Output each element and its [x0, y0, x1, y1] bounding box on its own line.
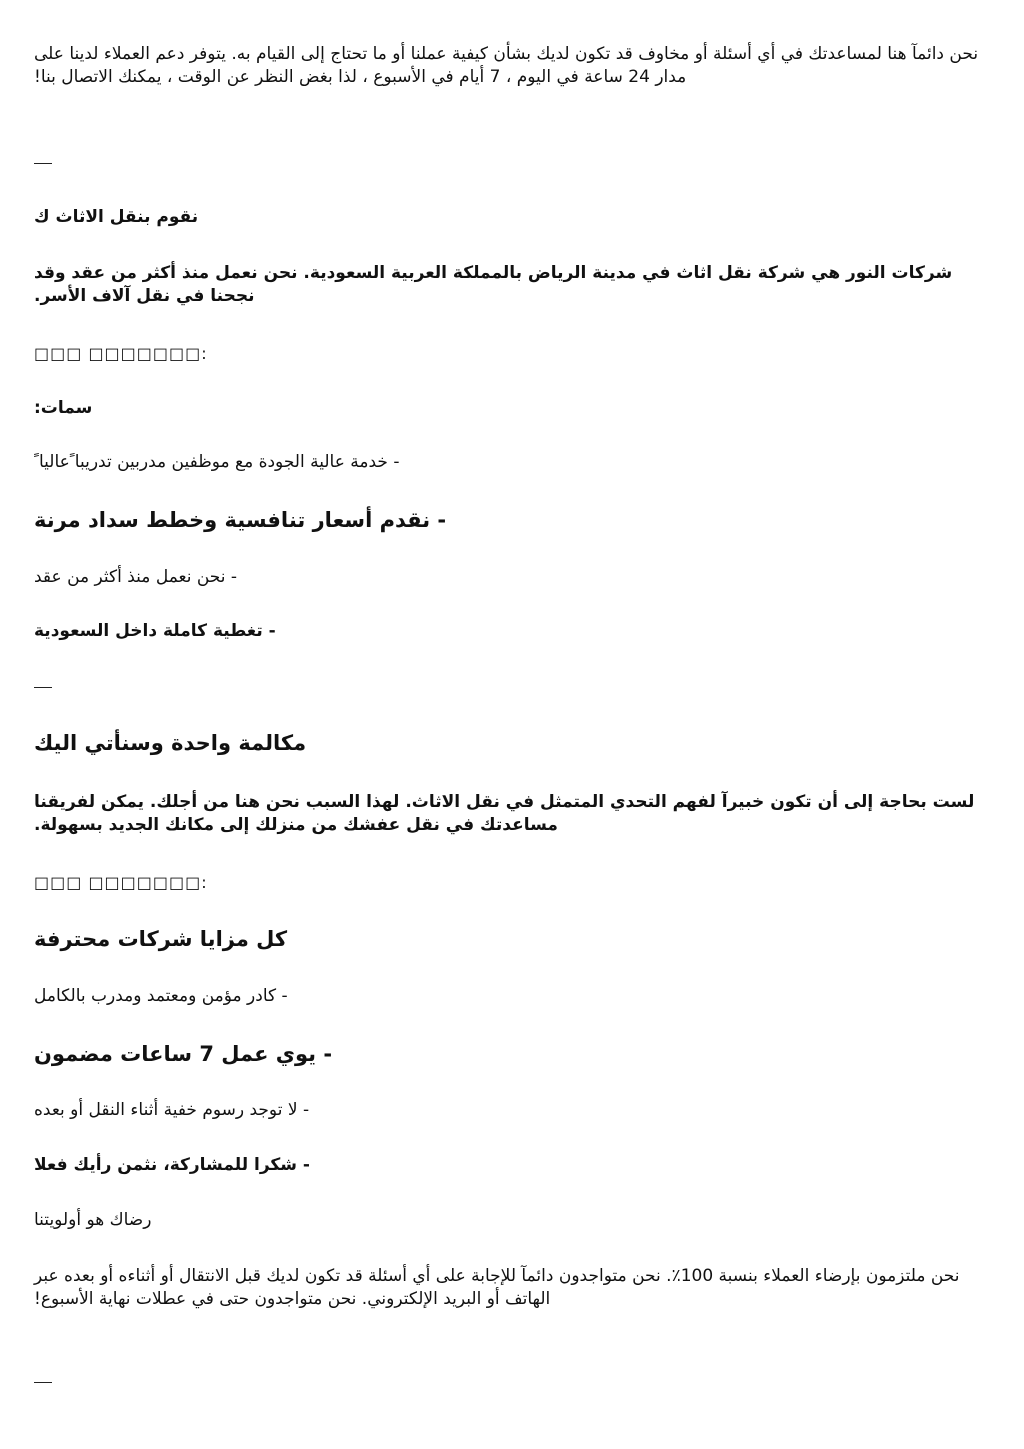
feature-heading: - يوي عمل 7 ساعات مضمون: [34, 1042, 333, 1066]
feature-item: - خدمة عالية الجودة مع موظفين مدربين تدريبا ًعاليا ً: [34, 452, 400, 472]
call-paragraph: لست بحاجة إلى أن تكون خبيرآ لفهم التحدي المتمثل في نقل الاثاث. لهذا السبب نحن هنا من أجلك. يمكن لفريقنا مساعدتك في نقل عفشك من منزلك إلى مكانك الجديد بسهولة.: [34, 792, 975, 835]
company-intro-paragraph: شركات النور هي شركة نقل اثاث في مدينة الرياض بالمملكة العربية السعودية. نحن نعمل منذ أكثر من عقد وقد نجحنا في نقل آلاف الأسر.: [34, 263, 953, 306]
features-label: سمات:: [34, 398, 93, 418]
missing-glyph-label: □□□ □□□□□□□:: [34, 344, 208, 363]
intro-paragraph: نحن دائمآ هنا لمساعدتك في أي أسئلة أو مخاوف قد تكون لديك بشأن كيفية عملنا أو ما تحتاج إلى القيام به. يتوفر دعم العملاء لدينا على مدار 24 ساعة في اليوم ، 7 أيام في الأسبوع ، لذا بغض النظر عن الوقت ، يمكنك الاتصال بنا!: [34, 44, 979, 87]
feature-heading: - نقدم أسعار تنافسية وخطط سداد مرنة: [34, 508, 447, 532]
missing-glyph-label: □□□ □□□□□□□:: [34, 873, 208, 892]
feature-item: - لا توجد رسوم خفية أثناء النقل أو بعده: [34, 1100, 310, 1120]
separator-line: [34, 163, 52, 164]
feature-item: - نحن نعمل منذ أكثر من عقد: [34, 567, 238, 587]
feature-item: - تغطية كاملة داخل السعودية: [34, 621, 276, 641]
section-heading: نقوم بنقل الاثاث ك: [34, 207, 199, 227]
feature-item: - كادر مؤمن ومعتمد ومدرب بالكامل: [34, 986, 288, 1006]
section-heading: مكالمة واحدة وسنأتي اليك: [34, 731, 307, 755]
satisfaction-paragraph: نحن ملتزمون بإرضاء العملاء بنسبة 100٪. نحن متواجدون دائمآ للإجابة على أي أسئلة قد تكون لديك قبل الانتقال أو أثناءه أو بعده عبر الهاتف أو البريد الإلكتروني. نحن متواجدون حتى في عطلات نهاية الأسبوع!: [34, 1266, 960, 1309]
separator-line: [34, 687, 52, 688]
separator-line: [34, 1382, 52, 1383]
section-heading: كل مزايا شركات محترفة: [34, 927, 288, 951]
feature-item: - شكرا للمشاركة، نثمن رأيك فعلا: [34, 1155, 310, 1175]
subsection-label: رضاك هو أولويتنا: [34, 1210, 152, 1230]
